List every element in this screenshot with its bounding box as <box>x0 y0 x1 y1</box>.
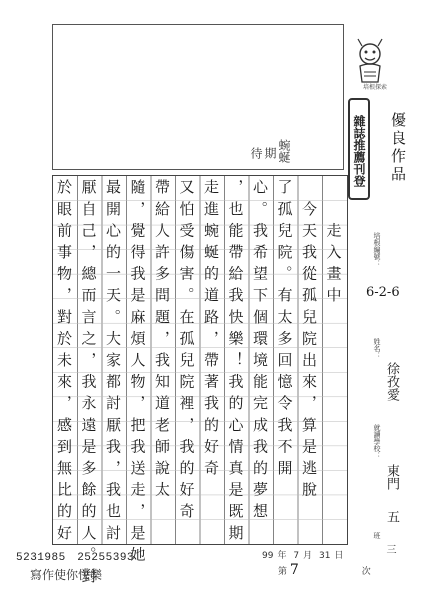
date-row <box>262 548 347 561</box>
class-value: 三 <box>384 544 395 554</box>
code-value: 6-2-6 <box>366 285 400 300</box>
essay-column: 走進蜿蜒的道路，帶著我的好奇 <box>202 179 220 482</box>
essay-column: 又怕受傷害。在孤兒院裡，我的好奇 <box>177 179 196 525</box>
essay-column: 隨，覺得我是麻煩人物，把我送走，是她 <box>128 179 147 568</box>
day-label: 日 <box>334 551 344 561</box>
page-prefix: 第 <box>278 567 288 577</box>
phone-number: 5231985 25255393 <box>16 552 135 564</box>
comment-line-2: 期待 <box>249 147 277 159</box>
essay-column: 厭自己，總而言之，我永遠是多餘的人。對 <box>79 179 98 590</box>
essay-column: 走入畫中 <box>324 179 343 309</box>
school-label: 就讀學校： <box>373 424 381 459</box>
times-label: 次 <box>361 567 371 577</box>
year-number: 99 <box>262 551 274 561</box>
class-label: 班 <box>373 532 381 539</box>
comment-line-1: 蜿蜒 <box>277 139 291 163</box>
day-number: 31 <box>318 551 331 561</box>
name-value: 徐孜愛 <box>384 362 399 401</box>
recommend-stamp: 雜誌推薦刊登 <box>348 98 370 200</box>
month-number: 7 <box>293 551 300 561</box>
essay-column: 了孤兒院。有太多回憶令我不開 <box>275 179 294 482</box>
essay-column: 今天我從孤兒院出來，算是逃脫 <box>300 179 318 503</box>
essay-column: 於眼前事物，對於未來，感到無比的好 <box>55 179 73 547</box>
month-label: 月 <box>303 551 313 561</box>
teacher-comment-box <box>52 24 344 170</box>
award-title: 優良作品 <box>389 112 407 184</box>
school-value: 東門 <box>384 464 399 490</box>
page-number: 7 <box>289 562 299 578</box>
essay-column: 最開心的一天。大家都討厭我，我也討 <box>104 179 122 547</box>
essay-column: 帶給人許多問題，我知道老師說太 <box>153 179 171 503</box>
essay-column: ，也能帶給我快樂！我的心情真是既期 <box>226 179 245 547</box>
page-row <box>278 562 371 578</box>
essay-column: 心。我希望下個環境能完成我的夢想 <box>251 179 269 525</box>
slogan: 寫作使你快樂 <box>30 568 103 582</box>
name-label: 姓名： <box>373 338 381 359</box>
year-label: 年 <box>277 551 287 561</box>
grade-value: 五 <box>384 510 399 523</box>
code-label: 培根編號： <box>373 232 381 267</box>
sticker-label: 培根探索 <box>362 84 387 91</box>
